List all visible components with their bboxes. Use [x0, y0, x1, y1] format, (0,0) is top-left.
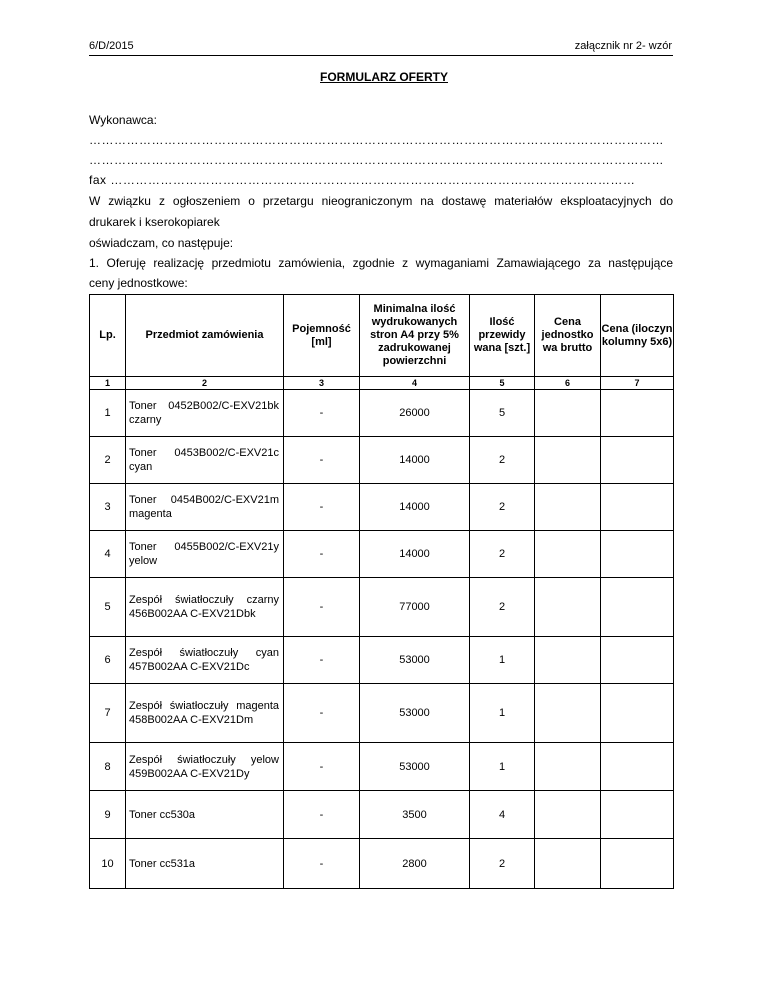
declaration-text: oświadczam, co następuje: — [89, 236, 234, 250]
row-item: Toner cc530a — [126, 791, 284, 839]
row-item: Zespół światłoczuły cyan 457B002AA C-EXV21Dc — [126, 637, 284, 684]
header-item: Przedmiot zamówienia — [126, 295, 284, 377]
header-price: Cena jednostko wa brutto — [535, 295, 601, 377]
row-lp: 6 — [90, 637, 126, 684]
row-pages: 14000 — [360, 437, 470, 484]
row-pages: 53000 — [360, 743, 470, 791]
row-pages: 3500 — [360, 791, 470, 839]
contractor-dotted-line-2: ………………………………………………………………………………………………………………………… — [89, 153, 664, 167]
header-total: Cena (iloczyn kolumny 5x6) — [601, 295, 674, 377]
column-number: 1 — [90, 377, 126, 390]
row-capacity: - — [284, 437, 360, 484]
header-lp: Lp. — [90, 295, 126, 377]
row-total-cell — [601, 684, 674, 743]
row-pages: 77000 — [360, 578, 470, 637]
table-row — [90, 791, 674, 839]
row-capacity: - — [284, 484, 360, 531]
row-lp: 10 — [90, 839, 126, 889]
row-item: Zespół światłoczuły yelow 459B002AA C-EXV21Dy — [126, 743, 284, 791]
row-pages: 53000 — [360, 684, 470, 743]
row-qty: 2 — [470, 839, 535, 889]
row-price-cell — [535, 637, 601, 684]
row-total-cell — [601, 484, 674, 531]
row-item: Toner 0453B002/C-EXV21c cyan — [126, 437, 284, 484]
row-total-cell — [601, 390, 674, 437]
row-item: Toner cc531a — [126, 839, 284, 889]
table-row — [90, 390, 674, 437]
row-item: Zespół światłoczuły czarny 456B002AA C-EXV21Dbk — [126, 578, 284, 637]
header-pages: Minimalna ilość wydrukowanych stron A4 przy 5% zadrukowanej powierzchni — [360, 295, 470, 377]
table-row — [90, 484, 674, 531]
row-lp: 5 — [90, 578, 126, 637]
row-item: Zespół światłoczuły magenta 458B002AA C-EXV21Dm — [126, 684, 284, 743]
row-item: Toner 0452B002/C-EXV21bk czarny — [126, 390, 284, 437]
intro-text-line-1: W związku z ogłoszeniem o przetargu nieograniczonym na dostawę materiałów eksploatacyjnych do — [89, 194, 673, 208]
row-pages: 14000 — [360, 484, 470, 531]
row-item: Toner 0455B002/C-EXV21y yelow — [126, 531, 284, 578]
row-price-cell — [535, 743, 601, 791]
row-capacity: - — [284, 390, 360, 437]
row-qty: 4 — [470, 791, 535, 839]
row-total-cell — [601, 578, 674, 637]
row-pages: 53000 — [360, 637, 470, 684]
row-capacity: - — [284, 578, 360, 637]
row-total-cell — [601, 839, 674, 889]
row-lp: 2 — [90, 437, 126, 484]
row-total-cell — [601, 437, 674, 484]
row-qty: 1 — [470, 637, 535, 684]
row-capacity: - — [284, 637, 360, 684]
fax-line: fax ……………………………………………………………………………………………………………… — [89, 173, 636, 187]
row-capacity: - — [284, 791, 360, 839]
row-price-cell — [535, 839, 601, 889]
point-1-line-1: 1. Oferuję realizację przedmiotu zamówienia, zgodnie z wymaganiami Zamawiającego za następujące — [89, 256, 673, 270]
table-row — [90, 437, 674, 484]
column-number: 4 — [360, 377, 470, 390]
column-number: 5 — [470, 377, 535, 390]
row-lp: 9 — [90, 791, 126, 839]
row-capacity: - — [284, 531, 360, 578]
column-number: 6 — [535, 377, 601, 390]
row-qty: 1 — [470, 743, 535, 791]
row-qty: 2 — [470, 484, 535, 531]
row-total-cell — [601, 531, 674, 578]
row-price-cell — [535, 791, 601, 839]
row-price-cell — [535, 684, 601, 743]
row-capacity: - — [284, 839, 360, 889]
column-number: 3 — [284, 377, 360, 390]
row-item: Toner 0454B002/C-EXV21m magenta — [126, 484, 284, 531]
header-qty: Ilość przewidy wana [szt.] — [470, 295, 535, 377]
row-qty: 1 — [470, 684, 535, 743]
row-total-cell — [601, 637, 674, 684]
row-qty: 2 — [470, 437, 535, 484]
row-lp: 4 — [90, 531, 126, 578]
table-row — [90, 684, 674, 743]
row-qty: 5 — [470, 390, 535, 437]
column-number: 2 — [126, 377, 284, 390]
row-pages: 14000 — [360, 531, 470, 578]
header-divider — [89, 55, 673, 56]
row-capacity: - — [284, 684, 360, 743]
row-pages: 26000 — [360, 390, 470, 437]
row-lp: 7 — [90, 684, 126, 743]
row-total-cell — [601, 791, 674, 839]
point-1-line-2: ceny jednostkowe: — [89, 276, 188, 290]
attachment-label: załącznik nr 2- wzór — [574, 40, 672, 52]
row-lp: 8 — [90, 743, 126, 791]
offer-table — [89, 294, 674, 889]
row-lp: 3 — [90, 484, 126, 531]
row-qty: 2 — [470, 531, 535, 578]
row-qty: 2 — [470, 578, 535, 637]
table-row — [90, 839, 674, 889]
column-number: 7 — [601, 377, 674, 390]
column-number-row — [90, 377, 674, 390]
row-price-cell — [535, 531, 601, 578]
row-price-cell — [535, 437, 601, 484]
row-lp: 1 — [90, 390, 126, 437]
page-title: FORMULARZ OFERTY — [320, 70, 448, 84]
contractor-dotted-line-1: ………………………………………………………………………………………………………………………… — [89, 133, 664, 147]
row-total-cell — [601, 743, 674, 791]
document-reference: 6/D/2015 — [89, 40, 134, 52]
table-header-row — [90, 295, 674, 377]
header-capacity: Pojemność [ml] — [284, 295, 360, 377]
table-row — [90, 637, 674, 684]
table-row — [90, 578, 674, 637]
contractor-label: Wykonawca: — [89, 113, 157, 127]
row-price-cell — [535, 484, 601, 531]
row-price-cell — [535, 578, 601, 637]
row-price-cell — [535, 390, 601, 437]
row-capacity: - — [284, 743, 360, 791]
table-row — [90, 531, 674, 578]
row-pages: 2800 — [360, 839, 470, 889]
intro-text-line-2: drukarek i kserokopiarek — [89, 215, 220, 229]
table-row — [90, 743, 674, 791]
